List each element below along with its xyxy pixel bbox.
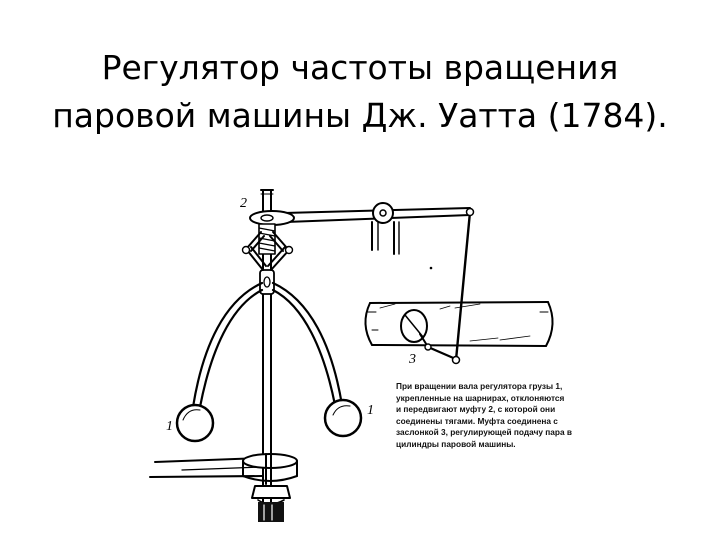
label-weight-left: 1 [166,419,173,434]
label-weight-right: 1 [367,403,374,418]
drive-pulley [150,454,297,522]
caption-line: цилиндры паровой машины. [396,438,516,449]
label-damper: 3 [409,352,416,367]
title-line-1: Регулятор частоты вращения [101,48,619,88]
title-line-2: паровой машины Дж. Уатта (1784). [52,96,668,136]
flyball-weights [177,400,361,441]
caption-line: соединены тягами. Муфта соединена с [396,415,558,426]
caption-line: укрепленные на шарнирах, отклоняются [396,392,565,403]
caption-line: При вращении вала регулятора грузы 1, [396,381,563,391]
governor-arms [193,283,342,407]
figure-caption [396,381,611,451]
linkage [284,203,474,364]
label-coupling: 2 [240,196,247,211]
caption-line: и передвигают муфту 2, с которой они [396,404,556,415]
caption-line: заслонкой 3, регулирующей подачу пара в [396,427,573,438]
